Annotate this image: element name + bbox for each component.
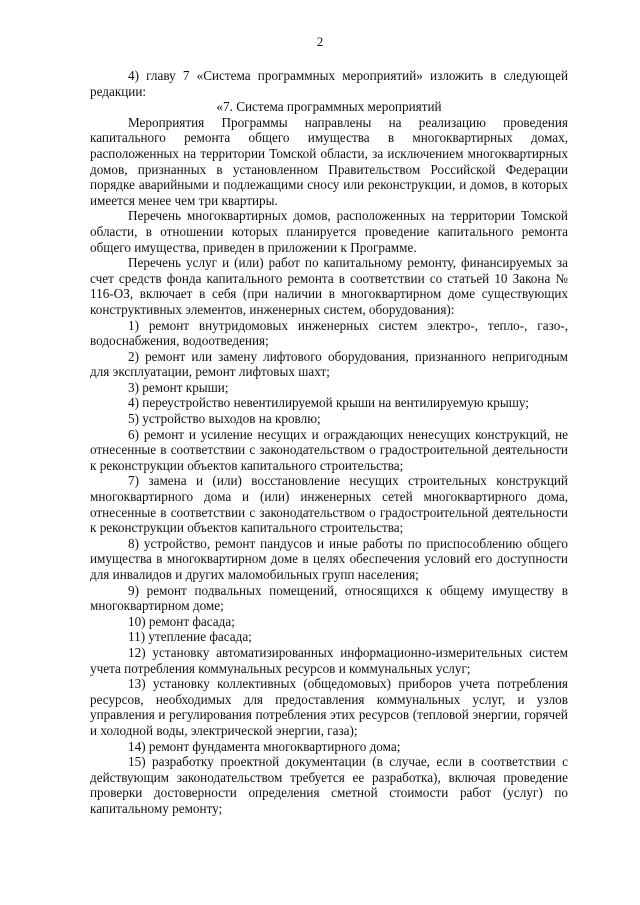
list-item: 1) ремонт внутридомовых инженерных систем электро-, тепло-, газо-, водоснабжения, водоотведения; xyxy=(90,317,568,349)
list-item: 6) ремонт и усиление несущих и ограждающих ненесущих конструкций, не отнесенные в соответствии с законодательством о градостроительной деятельности к реконструкции объектов капитального строительства; xyxy=(90,426,568,473)
list-item: 13) установку коллективных (общедомовых) приборов учета потребления ресурсов, необходимых для предоставления коммунальных услуг, и узлов управления и регулирования потребления этих ресурсов (тепловой энергии, горячей и холодной воды, электрической энергии, газа); xyxy=(90,676,568,738)
list-item: 9) ремонт подвальных помещений, относящихся к общему имуществу в многоквартирном доме; xyxy=(90,582,568,614)
section-heading: «7. Система программных мероприятий xyxy=(216,99,442,115)
list-item: 4) переустройство невентилируемой крыши на вентилируемую крышу; xyxy=(128,395,529,411)
document-body xyxy=(90,68,568,817)
list-item: 10) ремонт фасада; xyxy=(128,613,235,629)
page-number: 2 xyxy=(316,34,324,49)
list-item: 5) устройство выходов на кровлю; xyxy=(128,411,321,427)
list-item: 2) ремонт или замену лифтового оборудования, признанного непригодным для эксплуатации, ремонт лифтовых шахт; xyxy=(90,348,568,380)
paragraph: Мероприятия Программы направлены на реализацию проведения капитального ремонта общего имущества в многоквартирных домах, расположенных на территории Томской области, за исключением многоквартирных домов, признанных в установленном Правительством Российской Федерации порядке аварийными и подлежащими сносу или реконструкции, и домов, в которых имеется менее чем три квартиры. xyxy=(90,114,568,208)
list-item: 12) установку автоматизированных информационно-измерительных систем учета потребления коммунальных ресурсов и коммунальных услуг; xyxy=(90,644,568,676)
paragraph-amendment-intro: 4) главу 7 «Система программных мероприятий» изложить в следующей редакции: xyxy=(90,68,568,99)
list-item: 7) замена и (или) восстановление несущих строительных конструкций многоквартирного дома и (или) инженерных сетей многоквартирного дома, отнесенные в соответствии с законодательством о градостроительной деятельности к реконструкции объектов капитального строительства; xyxy=(90,473,568,536)
list-item: 11) утепление фасада; xyxy=(128,629,252,645)
list-item: 8) устройство, ремонт пандусов и иные работы по приспособлению общего имущества в многоквартирном доме в целях обеспечения условий его доступности для инвалидов и других маломобильных групп населения; xyxy=(90,535,568,582)
paragraph: Перечень многоквартирных домов, расположенных на территории Томской области, в отношении которых планируется проведение капитального ремонта общего имущества, приведен в приложении к Программе. xyxy=(90,208,568,255)
list-item: 15) разработку проектной документации (в случае, если в соответствии с действующим законодательством требуется ее разработка), включая проведение проверки достоверности определения сметной стоимости работ (услуг) по капитальному ремонту; xyxy=(90,754,568,816)
list-item: 14) ремонт фундамента многоквартирного дома; xyxy=(128,738,401,754)
paragraph: Перечень услуг и (или) работ по капитальному ремонту, финансируемых за счет средств фонда капитального ремонта в соответствии со статьей 10 Закона № 116-ОЗ, включает в себя (при наличии в многоквартирном доме существующих конструктивных элементов, инженерных систем, оборудования): xyxy=(90,255,568,317)
list-item: 3) ремонт крыши; xyxy=(128,379,229,395)
